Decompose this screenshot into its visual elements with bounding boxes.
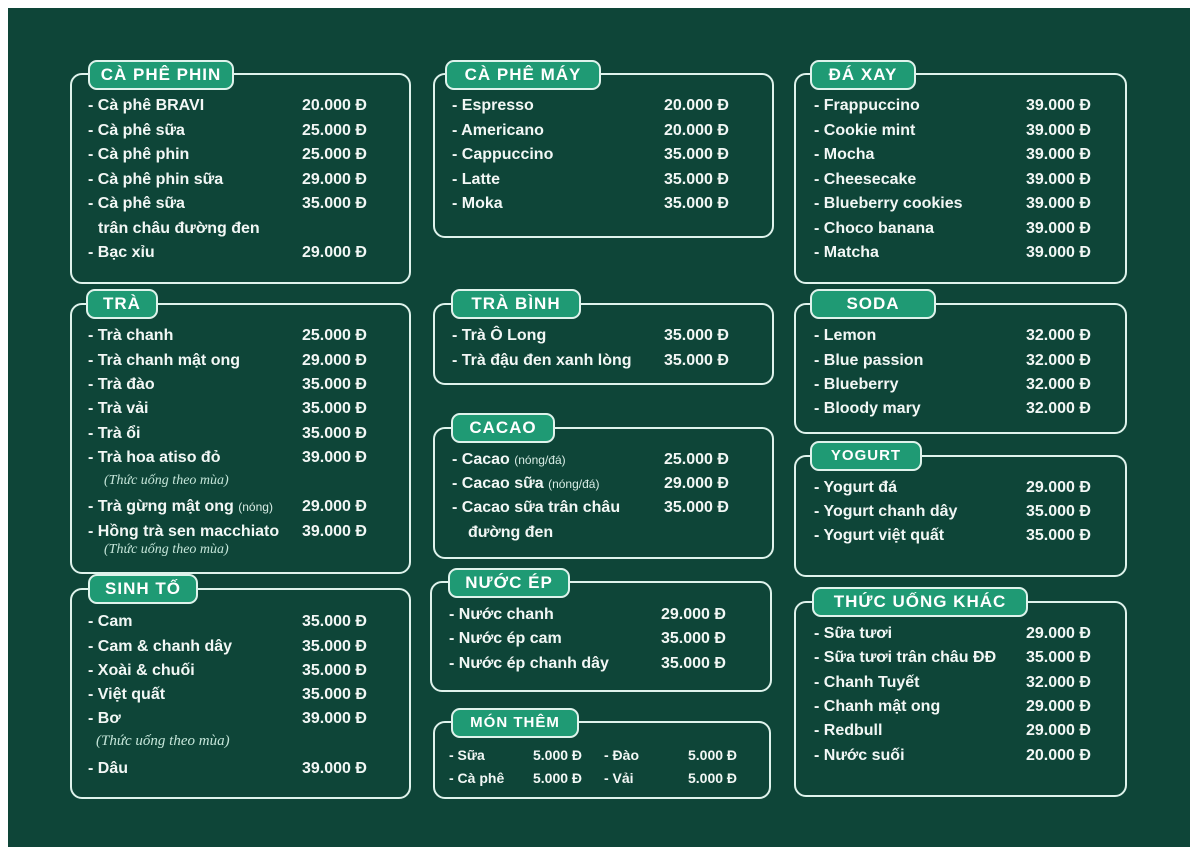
menu-item: - Hồng trà sen macchiato 39.000 Đ: [88, 523, 367, 540]
menu-item: - Vải 5.000 Đ: [604, 770, 738, 786]
menu-item: - Trà chanh mật ong 29.000 Đ: [88, 352, 367, 369]
menu-item: - Cam 35.000 Đ: [88, 613, 367, 630]
menu-item: - Redbull 29.000 Đ: [814, 722, 1091, 739]
section-title-da-xay: ĐÁ XAY: [810, 60, 916, 90]
menu-item: - Cam & chanh dây 35.000 Đ: [88, 638, 367, 655]
menu-item: - Moka 35.000 Đ: [452, 195, 729, 212]
menu-item: - Mocha 39.000 Đ: [814, 146, 1091, 163]
menu-item: - Trà ổi 35.000 Đ: [88, 425, 367, 442]
menu-item-continuation: đường đen: [468, 524, 554, 541]
section-title-tra: TRÀ: [86, 289, 158, 319]
menu-item: - Yogurt chanh dây 35.000 Đ: [814, 503, 1091, 520]
menu-item: - Cà phê sữa 35.000 Đ: [88, 195, 367, 212]
menu-item: - Cacao sữa trân châu 35.000 Đ: [452, 499, 729, 516]
menu-item: - Nước ép chanh dây 35.000 Đ: [449, 655, 726, 672]
section-title-yogurt: YOGURT: [810, 441, 922, 471]
menu-item: - Bơ 39.000 Đ: [88, 710, 367, 727]
section-title-soda: SODA: [810, 289, 936, 319]
menu-item: - Trà đậu đen xanh lòng 35.000 Đ: [452, 352, 729, 369]
menu-item: - Espresso 20.000 Đ: [452, 97, 729, 114]
section-title-nuoc-ep: NƯỚC ÉP: [448, 568, 570, 598]
menu-item: - Nước suối 20.000 Đ: [814, 747, 1091, 764]
menu-item: - Sữa tươi 29.000 Đ: [814, 625, 1091, 642]
menu-item: - Frappuccino 39.000 Đ: [814, 97, 1091, 114]
menu-item: - Lemon 32.000 Đ: [814, 327, 1091, 344]
seasonal-note: (Thức uống theo mùa): [104, 542, 229, 557]
menu-item: - Xoài & chuối 35.000 Đ: [88, 662, 367, 679]
menu-item: - Cookie mint 39.000 Đ: [814, 122, 1091, 139]
menu-item-continuation: trân châu đường đen: [98, 220, 260, 237]
menu-item: - Trà chanh 25.000 Đ: [88, 327, 367, 344]
menu-item: - Trà Ô Long 35.000 Đ: [452, 327, 729, 344]
menu-item: - Cheesecake 39.000 Đ: [814, 171, 1091, 188]
section-title-mon-them: MÓN THÊM: [451, 708, 579, 738]
menu-item: - Americano 20.000 Đ: [452, 122, 729, 139]
menu-item: - Trà vải 35.000 Đ: [88, 400, 367, 417]
menu-item: - Bạc xỉu 29.000 Đ: [88, 244, 367, 261]
menu-item: - Cappuccino 35.000 Đ: [452, 146, 729, 163]
menu-item: - Nước ép cam 35.000 Đ: [449, 630, 726, 647]
menu-item: - Blueberry cookies 39.000 Đ: [814, 195, 1091, 212]
menu-item: - Đào 5.000 Đ: [604, 747, 738, 763]
menu-item: - Choco banana 39.000 Đ: [814, 220, 1091, 237]
menu-item: - Trà gừng mật ong (nóng) 29.000 Đ: [88, 498, 367, 515]
menu-item: - Trà hoa atiso đỏ 39.000 Đ: [88, 449, 367, 466]
menu-item: - Cà phê 5.000 Đ: [449, 770, 583, 786]
menu-item: - Matcha 39.000 Đ: [814, 244, 1091, 261]
section-title-ca-phe-phin: CÀ PHÊ PHIN: [88, 60, 234, 90]
seasonal-note: (Thức uống theo mùa): [104, 473, 229, 488]
menu-item: - Sữa 5.000 Đ: [449, 747, 583, 763]
section-title-cacao: CACAO: [451, 413, 555, 443]
menu-item: - Yogurt việt quất 35.000 Đ: [814, 527, 1091, 544]
menu-item: - Cacao (nóng/đá) 25.000 Đ: [452, 451, 729, 468]
menu-item: - Bloody mary 32.000 Đ: [814, 400, 1091, 417]
menu-item: - Cà phê BRAVI 20.000 Đ: [88, 97, 367, 114]
section-title-tra-binh: TRÀ BÌNH: [451, 289, 581, 319]
menu-item: - Latte 35.000 Đ: [452, 171, 729, 188]
menu-item: - Cacao sữa (nóng/đá) 29.000 Đ: [452, 475, 729, 492]
menu-item: - Yogurt đá 29.000 Đ: [814, 479, 1091, 496]
menu-item: - Cà phê phin 25.000 Đ: [88, 146, 367, 163]
menu-board: [8, 8, 1190, 847]
menu-item: - Chanh Tuyết 32.000 Đ: [814, 674, 1091, 691]
menu-item: - Blue passion 32.000 Đ: [814, 352, 1091, 369]
menu-item: - Dâu 39.000 Đ: [88, 760, 367, 777]
menu-item: - Cà phê phin sữa 29.000 Đ: [88, 171, 367, 188]
menu-item: - Blueberry 32.000 Đ: [814, 376, 1091, 393]
section-title-thuc-uong-khac: THỨC UỐNG KHÁC: [812, 587, 1028, 617]
menu-item: - Sữa tươi trân châu ĐĐ 35.000 Đ: [814, 649, 1091, 666]
menu-item: - Chanh mật ong 29.000 Đ: [814, 698, 1091, 715]
menu-item: - Việt quất 35.000 Đ: [88, 686, 367, 703]
menu-item: - Trà đào 35.000 Đ: [88, 376, 367, 393]
menu-item: - Cà phê sữa 25.000 Đ: [88, 122, 367, 139]
seasonal-note: (Thức uống theo mùa): [96, 733, 230, 749]
menu-item: - Nước chanh 29.000 Đ: [449, 606, 726, 623]
section-title-sinh-to: SINH TỐ: [88, 574, 198, 604]
section-title-ca-phe-may: CÀ PHÊ MÁY: [445, 60, 601, 90]
